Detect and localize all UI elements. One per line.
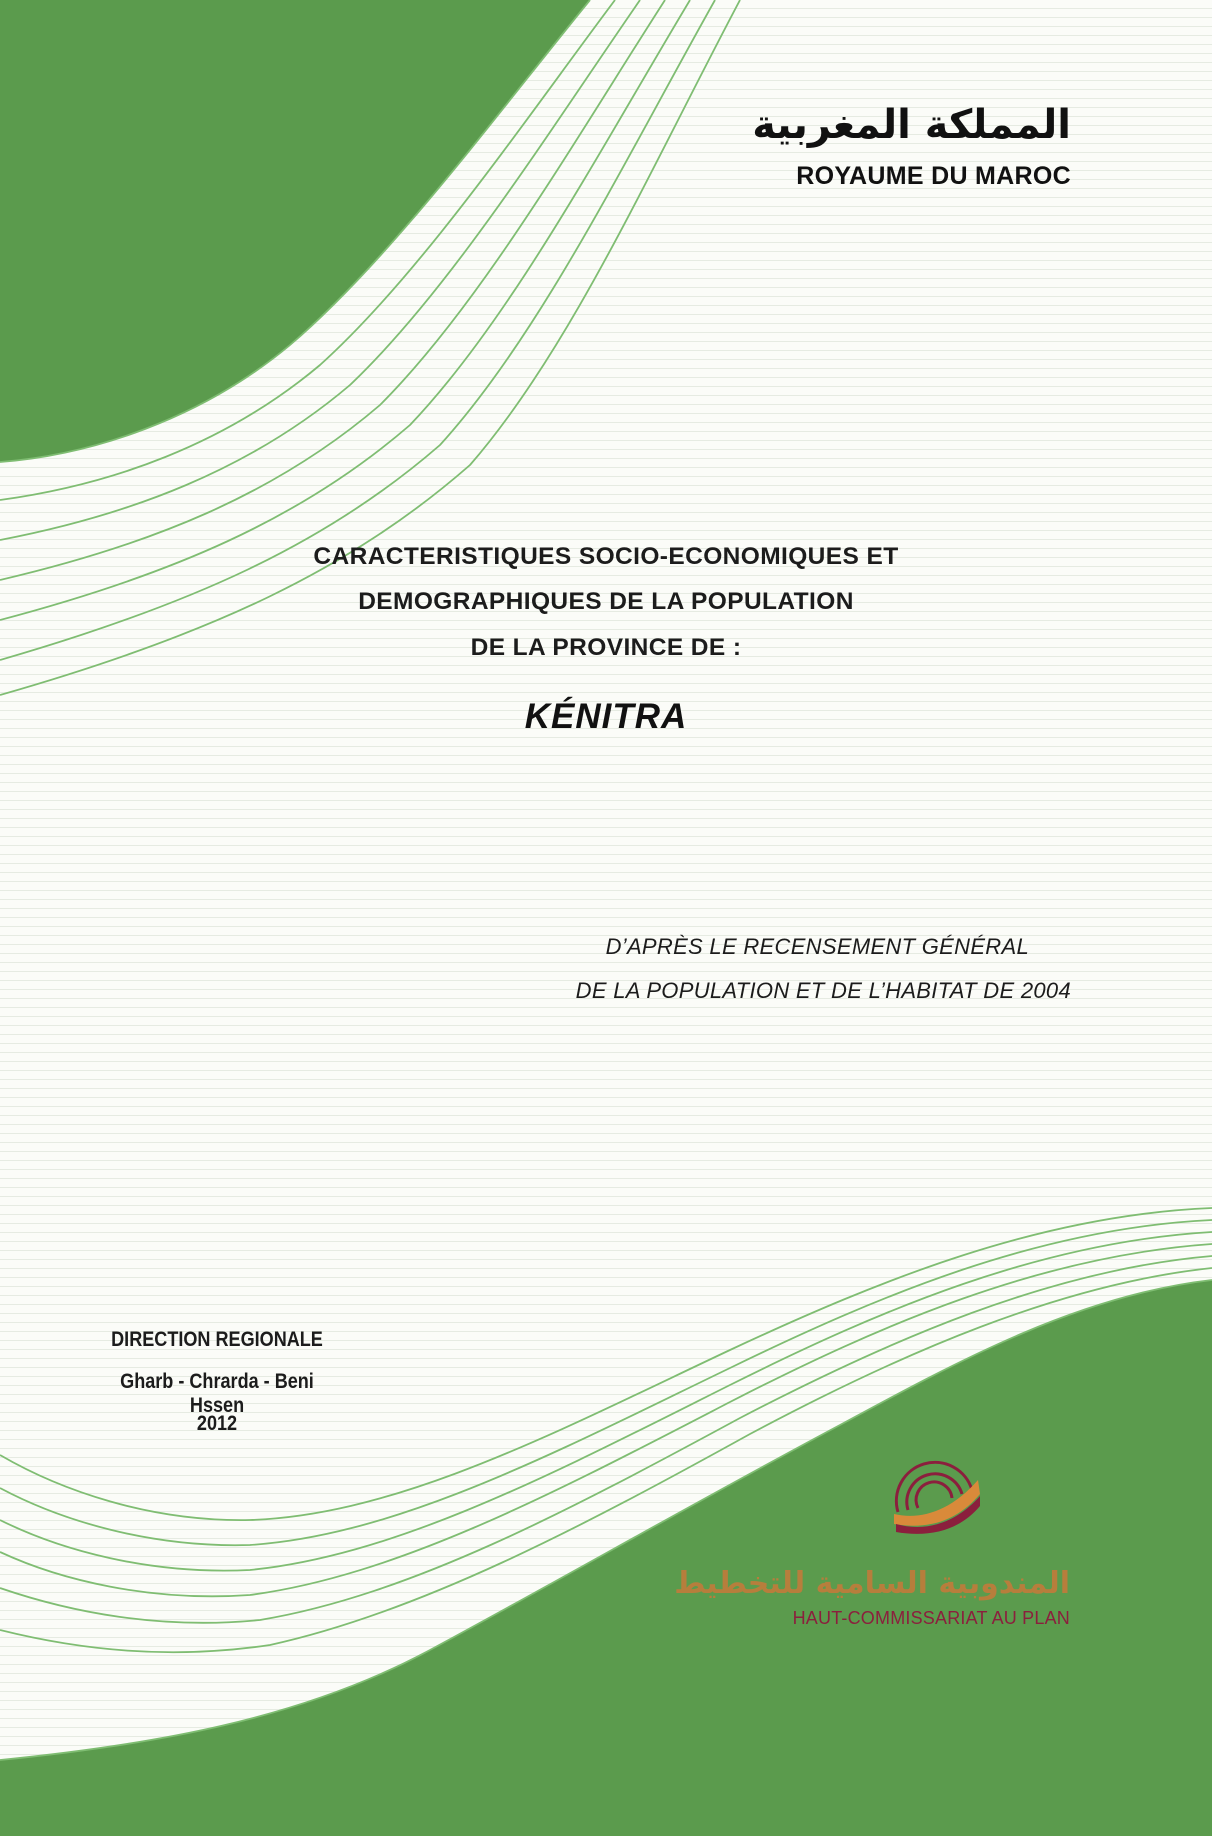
direction-label: DIRECTION REGIONALE	[111, 1328, 323, 1351]
subtitle-line-2: DE LA POPULATION ET DE L’HABITAT DE 2004	[575, 978, 1071, 1003]
bottom-green-wave	[0, 1280, 1212, 1836]
country-name-french: ROYAUME DU MAROC	[796, 162, 1071, 190]
province-name: KÉNITRA	[524, 697, 688, 736]
institution-name-arabic: المندوبية السامية للتخطيط	[674, 1566, 1070, 1601]
country-name-arabic: المملكة المغربية	[752, 102, 1071, 148]
title-line-3: DE LA PROVINCE DE :	[470, 634, 742, 661]
subtitle-line-1: D’APRÈS LE RECENSEMENT GÉNÉRAL	[605, 934, 1029, 959]
hcp-logo-icon	[880, 1450, 990, 1540]
publication-year: 2012	[196, 1412, 238, 1435]
title-line-2: DEMOGRAPHIQUES DE LA POPULATION	[358, 588, 854, 615]
title-line-1: CARACTERISTIQUES SOCIO-ECONOMIQUES ET	[313, 543, 899, 570]
direction-region: Gharb - Chrarda - Beni Hssen	[120, 1370, 314, 1417]
top-green-wave	[0, 0, 590, 462]
institution-name-french: HAUT-COMMISSARIAT AU PLAN	[792, 1608, 1070, 1628]
